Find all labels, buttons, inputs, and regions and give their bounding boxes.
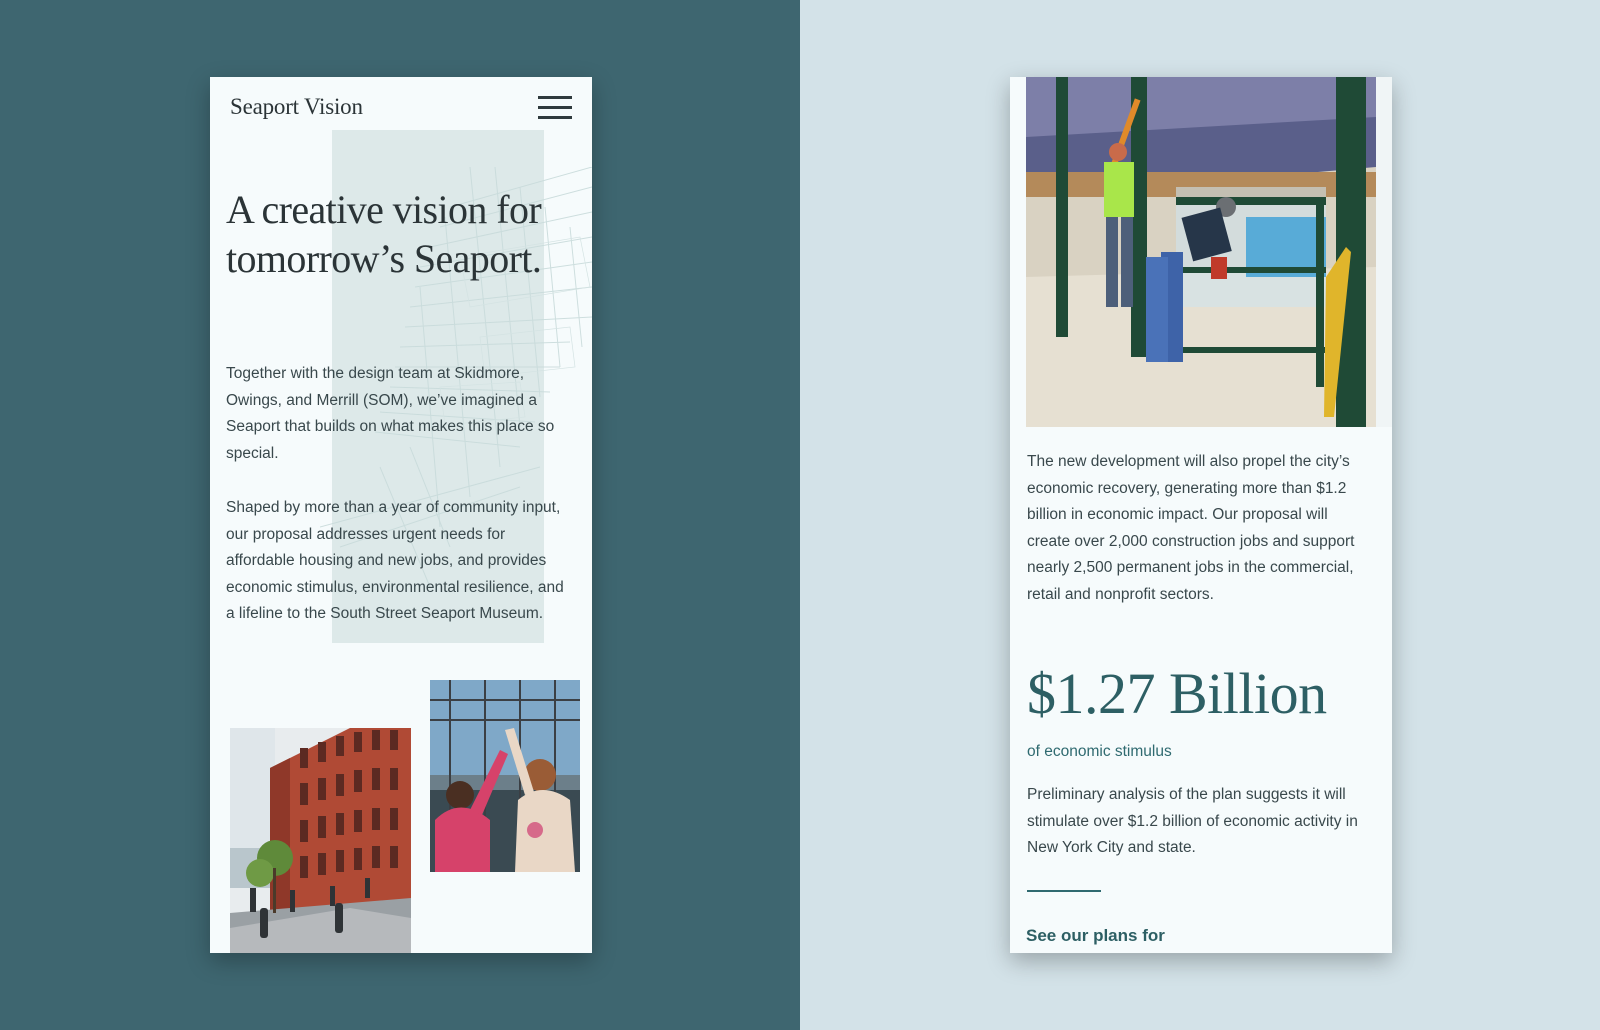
stat-description: Preliminary analysis of the plan suggests it will stimulate over $1.2 billion of economic activity in New York City and state. xyxy=(1027,786,1358,856)
menu-line xyxy=(538,116,572,119)
children-playing-photo xyxy=(430,680,580,872)
economic-recovery-paragraph: The new development will also propel the city’s economic recovery, generating more than $1.2 billion in economic impact. Our proposal will create over 2,000 construction jobs and support nearly 2,500 permanent jobs in the commercial, retail and nonprofit sectors. xyxy=(1027,453,1355,603)
see-plans-link[interactable]: See our plans for xyxy=(1026,926,1165,945)
construction-workers-photo xyxy=(1026,77,1376,427)
hamburger-menu-icon[interactable] xyxy=(538,95,572,121)
stat-caption: of economic stimulus xyxy=(1027,743,1172,760)
photo-edge-strip xyxy=(1376,77,1392,427)
menu-line xyxy=(538,106,572,109)
hero-paragraph-1: Together with the design team at Skidmore, Owings, and Merrill (SOM), we’ve imagined a Seaport that builds on what makes this place so special. xyxy=(226,365,555,462)
section-divider xyxy=(1027,890,1101,892)
left-phone-screen[interactable] xyxy=(210,77,592,953)
site-header xyxy=(210,77,592,139)
hero-paragraph-2: Shaped by more than a year of community input, our proposal addresses urgent needs for affordable housing and new jobs, and provides economic stimulus, environmental resilience, and a lifeline to the South Street Seaport Museum. xyxy=(226,499,564,622)
stat-value: $1.27 Billion xyxy=(1027,661,1327,726)
menu-line xyxy=(538,96,572,99)
right-phone-screen[interactable] xyxy=(1010,77,1392,953)
streetscape-photo xyxy=(230,728,411,953)
site-logo[interactable]: Seaport Vision xyxy=(230,94,363,119)
hero-title: A creative vision for tomorrow’s Seaport. xyxy=(226,187,542,281)
